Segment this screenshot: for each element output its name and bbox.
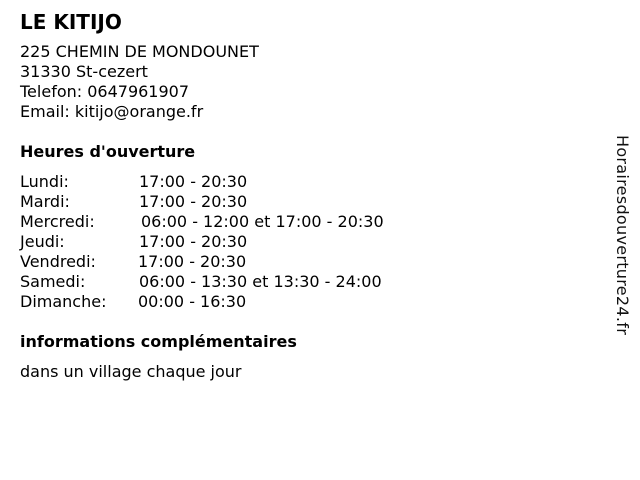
hours-row-vendredi bbox=[20, 252, 590, 272]
day-label: Lundi: bbox=[20, 172, 69, 191]
day-label: Vendredi: bbox=[20, 252, 96, 271]
business-name: LE KITIJO bbox=[20, 10, 122, 34]
info-heading: informations complémentaires bbox=[20, 332, 297, 351]
day-label: Dimanche: bbox=[20, 292, 107, 311]
business-card bbox=[20, 10, 590, 382]
hours-row-mercredi bbox=[20, 212, 590, 232]
hours-heading: Heures d'ouverture bbox=[20, 142, 196, 161]
time-range: 17:00 - 20:30 bbox=[138, 252, 247, 271]
day-label: Samedi: bbox=[20, 272, 86, 291]
address-block bbox=[20, 42, 590, 122]
hours-row-mardi bbox=[20, 192, 590, 212]
time-range: 17:00 - 20:30 bbox=[139, 192, 248, 211]
phone-line: Telefon: 0647961907 bbox=[20, 82, 190, 101]
day-label: Jeudi: bbox=[20, 232, 65, 251]
opening-hours-list bbox=[20, 172, 590, 312]
time-range: 17:00 - 20:30 bbox=[139, 232, 248, 251]
hours-row-lundi bbox=[20, 172, 590, 192]
info-text: dans un village chaque jour bbox=[20, 362, 242, 381]
email-line: Email: kitijo@orange.fr bbox=[20, 102, 204, 121]
time-range: 06:00 - 12:00 et 17:00 - 20:30 bbox=[141, 212, 384, 231]
hours-row-dimanche bbox=[20, 292, 590, 312]
address-street: 225 CHEMIN DE MONDOUNET bbox=[20, 42, 259, 61]
time-range: 00:00 - 16:30 bbox=[138, 292, 247, 311]
hours-row-samedi bbox=[20, 272, 590, 292]
address-city: 31330 St-cezert bbox=[20, 62, 148, 81]
time-range: 17:00 - 20:30 bbox=[139, 172, 248, 191]
day-label: Mardi: bbox=[20, 192, 70, 211]
hours-row-jeudi bbox=[20, 232, 590, 252]
site-watermark: Horairesdouverture24.fr bbox=[613, 135, 632, 336]
time-range: 06:00 - 13:30 et 13:30 - 24:00 bbox=[139, 272, 382, 291]
day-label: Mercredi: bbox=[20, 212, 95, 231]
